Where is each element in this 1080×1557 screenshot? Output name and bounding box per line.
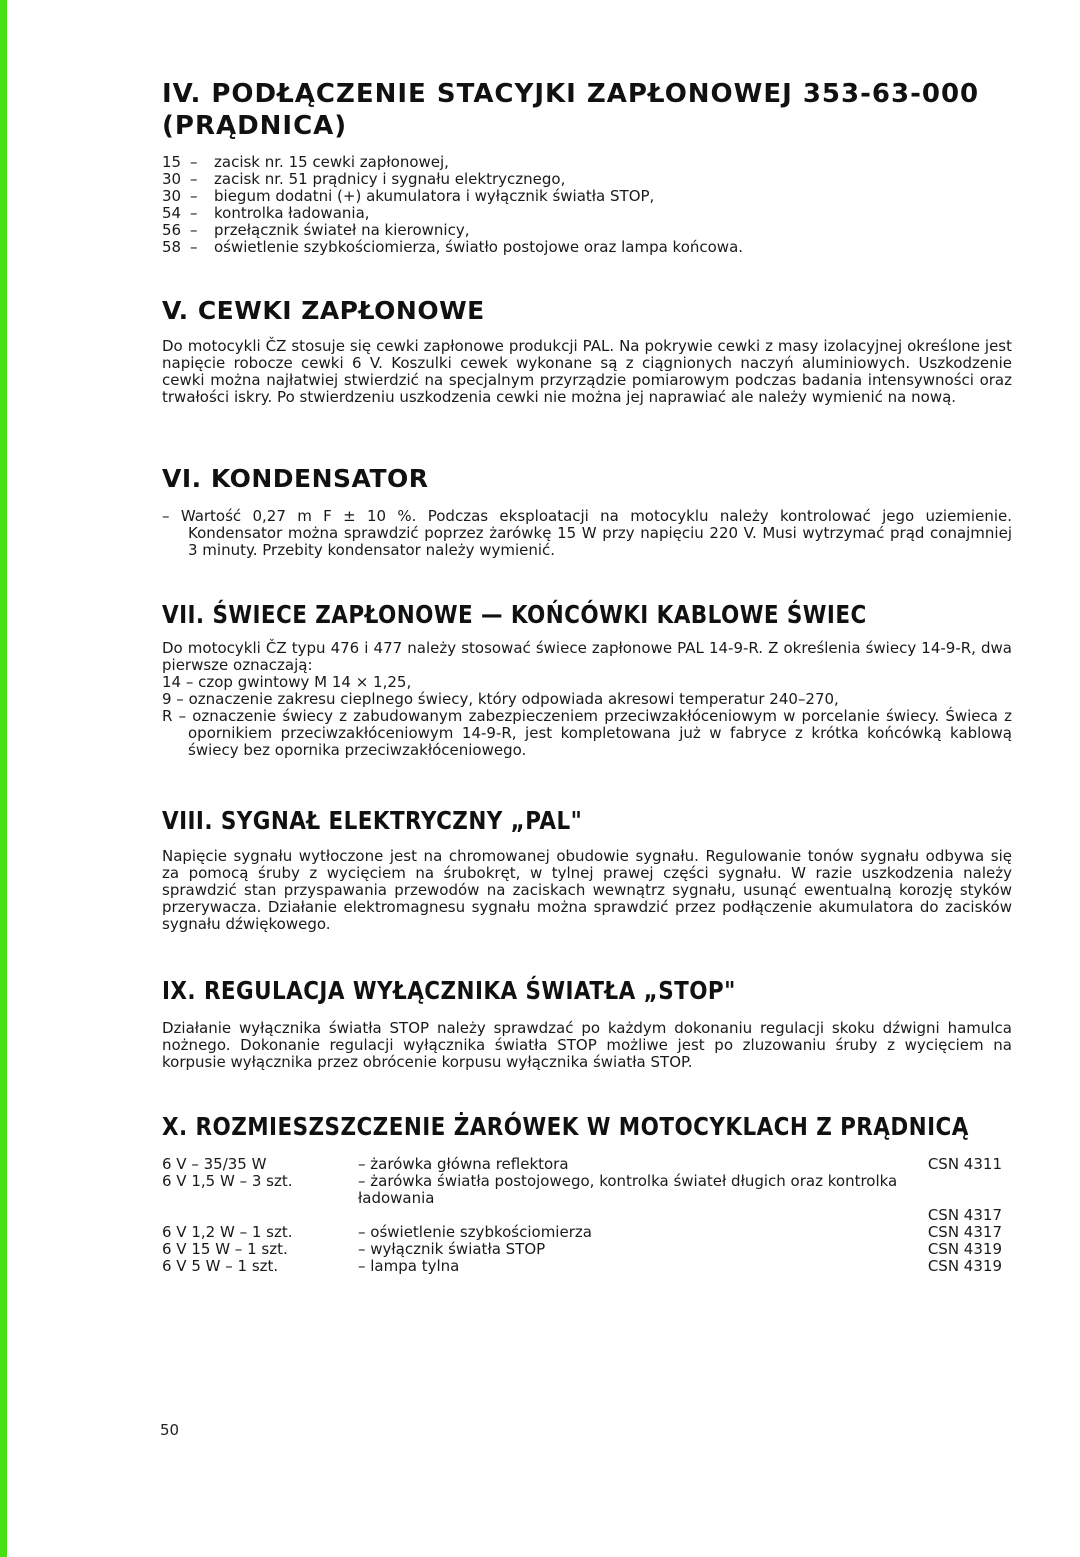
list-item: 30 – biegum dodatni (+) akumulatora i wyłącznik światła STOP, (162, 187, 655, 205)
table-row (162, 1241, 1002, 1258)
section-vi (162, 464, 1012, 559)
terminal-description: oświetlenie szybkościomierza, światło postojowe oraz lampa końcowa. (214, 238, 744, 256)
section-vi-body: – Wartość 0,27 m F ± 10 %. Podczas eksploatacji na motocyklu należy kontrolować jego uziemienie. Kondensator można sprawdzić poprzez żarówkę 15 W przy napięciu 220 V. Musi wytrzymać prąd conajmniej 3 minuty. Przebity kondensator należy wymienić. (162, 507, 1012, 559)
section-v-title: V. CEWKI ZAPŁONOWE (162, 296, 485, 325)
section-iv (162, 78, 1012, 256)
bulb-standard: CSN 4319 (927, 1240, 1002, 1258)
list-item: 58 – oświetlenie szybkościomierza, światło postojowe oraz lampa końcowa. (162, 238, 744, 256)
section-viii-title: VIII. SYGNAŁ ELEKTRYCZNY „PAL" (162, 806, 583, 835)
section-viii-body: Napięcie sygnału wytłoczone jest na chromowanej obudowie sygnału. Regulowanie tonów sygnału odbywa się za pomocą śruby z wycięciem na śrubokręt, w tylnej prawej części sygnału. W razie uszkodzenia należy sprawdzić stan przyspawania przewodów na zaciskach wewnątrz sygnału, usunąć ewentualną korozję styków przerywacza. Działanie elektromagnesu sygnału można sprawdzić przez podłączenie akumulatora do zacisków sygnału dźwiękowego. (162, 847, 1012, 933)
section-x (162, 1112, 1012, 1275)
section-vii-item-14: 14 – czop gwintowy M 14 × 1,25, (162, 673, 412, 691)
bulb-description: – oświetlenie szybkościomierza (358, 1223, 592, 1241)
terminal-number: 15 (162, 153, 182, 171)
bulb-standard: CSN 4317 (927, 1223, 1002, 1241)
terminal-number: 54 (162, 204, 182, 222)
section-ix-body: Działanie wyłącznika światła STOP należy sprawdzać po każdym dokonaniu regulacji skoku dźwigni hamulca nożnego. Dokonanie regulacji wyłącznika światła STOP możliwe jest po zluzowaniu śruby z wycięciem na korpusie wyłącznika przez obrócenie korpusu wyłącznika światła STOP. (162, 1019, 1012, 1071)
section-vii (162, 600, 1012, 759)
section-v (162, 296, 1012, 406)
section-viii (162, 806, 1012, 933)
list-item: 56 – przełącznik świateł na kierownicy, (162, 221, 470, 239)
section-vi-title: VI. KONDENSATOR (162, 464, 429, 493)
bulb-description: – żarówka światła postojowego, kontrolka świateł długich oraz kontrolka ładowania (358, 1172, 898, 1207)
list-item: 30 – zacisk nr. 51 prądnicy i sygnału elektrycznego, (162, 170, 566, 188)
list-item: 15 – zacisk nr. 15 cewki zapłonowej, (162, 153, 449, 171)
terminal-description: kontrolka ładowania, (214, 204, 370, 222)
terminal-description: zacisk nr. 15 cewki zapłonowej, (214, 153, 449, 171)
section-vii-title: VII. ŚWIECE ZAPŁONOWE — KOŃCÓWKI KABLOWE ŚWIEC (162, 600, 867, 629)
section-iv-list (162, 154, 1012, 256)
table-row (162, 1173, 1002, 1224)
bulb-description: – lampa tylna (358, 1257, 460, 1275)
section-ix (162, 976, 1012, 1071)
terminal-description: przełącznik świateł na kierownicy, (214, 221, 470, 239)
bulb-description: – żarówka główna reflektora (358, 1155, 569, 1173)
terminal-description: zacisk nr. 51 prądnicy i sygnału elektrycznego, (214, 170, 566, 188)
bulb-table (162, 1156, 1002, 1275)
terminal-number: 30 (162, 170, 182, 188)
table-row (162, 1258, 1002, 1275)
bulb-spec: 6 V 1,2 W – 1 szt. (162, 1223, 293, 1241)
bulb-spec: 6 V 1,5 W – 3 szt. (162, 1172, 293, 1190)
terminal-number: 30 (162, 187, 182, 205)
table-row (162, 1156, 1002, 1173)
bulb-standard: CSN 4311 (927, 1155, 1002, 1173)
bulb-spec: 6 V 15 W – 1 szt. (162, 1240, 288, 1258)
section-vii-item-r: R – oznaczenie świecy z zabudowanym zabezpieczeniem przeciwzakłóceniowym w porcelanie świecy. Świeca z opornikiem przeciwzakłóceniowym 14-9-R, jest kompletowana już w fabryce z krótka końcówką kablową świecy bez opornika przeciwzakłóceniowego. (162, 707, 1012, 759)
bulb-description: – wyłącznik światła STOP (358, 1240, 546, 1258)
bulb-spec: 6 V 5 W – 1 szt. (162, 1257, 279, 1275)
bulb-standard: CSN 4319 (927, 1257, 1002, 1275)
section-iv-title-line1: IV. PODŁĄCZENIE STACYJKI ZAPŁONOWEJ 353-63-000 (162, 79, 980, 109)
terminal-number: 58 (162, 238, 182, 256)
bulb-standard: CSN 4317 (927, 1206, 1002, 1224)
section-v-body: Do motocykli ČZ stosuje się cewki zapłonowe produkcji PAL. Na pokrywie cewki z masy izolacyjnej określone jest napięcie robocze cewki 6 V. Koszulki cewek wykonane są z ciągnionych naczyń aluminiowych. Uszkodzenie cewki można najłatwiej stwierdzić na specjalnym przyrządzie pomiarowym podczas badania intensywności oraz trwałości iskry. Po stwierdzeniu uszkodzenia cewki nie można jej naprawiać ale należy wymienić na nową. (162, 337, 1012, 406)
section-ix-title: IX. REGULACJA WYŁĄCZNIKA ŚWIATŁA „STOP" (162, 976, 736, 1005)
section-iv-title-line2: (PRĄDNICA) (162, 111, 348, 141)
section-x-title: X. ROZMIESZSZCZENIE ŻARÓWEK W MOTOCYKLACH Z PRĄDNICĄ (162, 1112, 969, 1141)
terminal-description: biegum dodatni (+) akumulatora i wyłącznik światła STOP, (214, 187, 655, 205)
bulb-spec: 6 V – 35/35 W (162, 1155, 267, 1173)
section-vii-item-9: 9 – oznaczenie zakresu cieplnego świecy, który odpowiada akresowi temperatur 240–270, (162, 690, 839, 708)
terminal-number: 56 (162, 221, 182, 239)
section-vii-intro: Do motocykli ČZ typu 476 i 477 należy stosować świece zapłonowe PAL 14-9-R. Z określenia świecy 14-9-R, dwa pierwsze oznaczają: (162, 639, 1012, 674)
list-item: 54 – kontrolka ładowania, (162, 204, 370, 222)
scan-edge (0, 0, 7, 1557)
table-row (162, 1224, 1002, 1241)
page-number: 50 (160, 1421, 180, 1439)
